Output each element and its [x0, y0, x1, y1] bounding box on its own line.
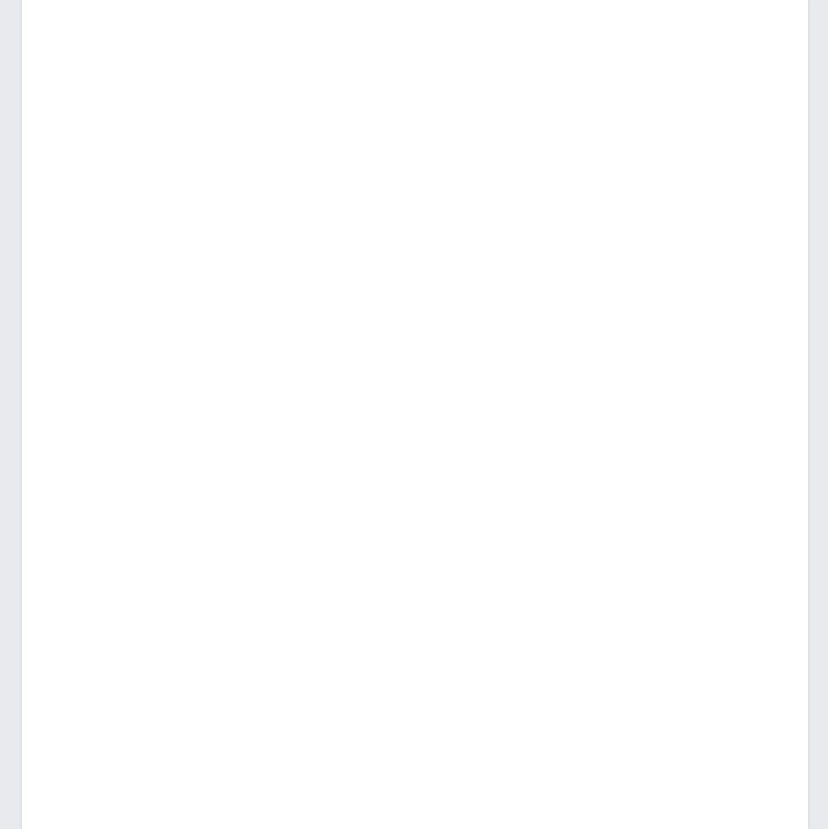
document-page [22, 0, 808, 829]
